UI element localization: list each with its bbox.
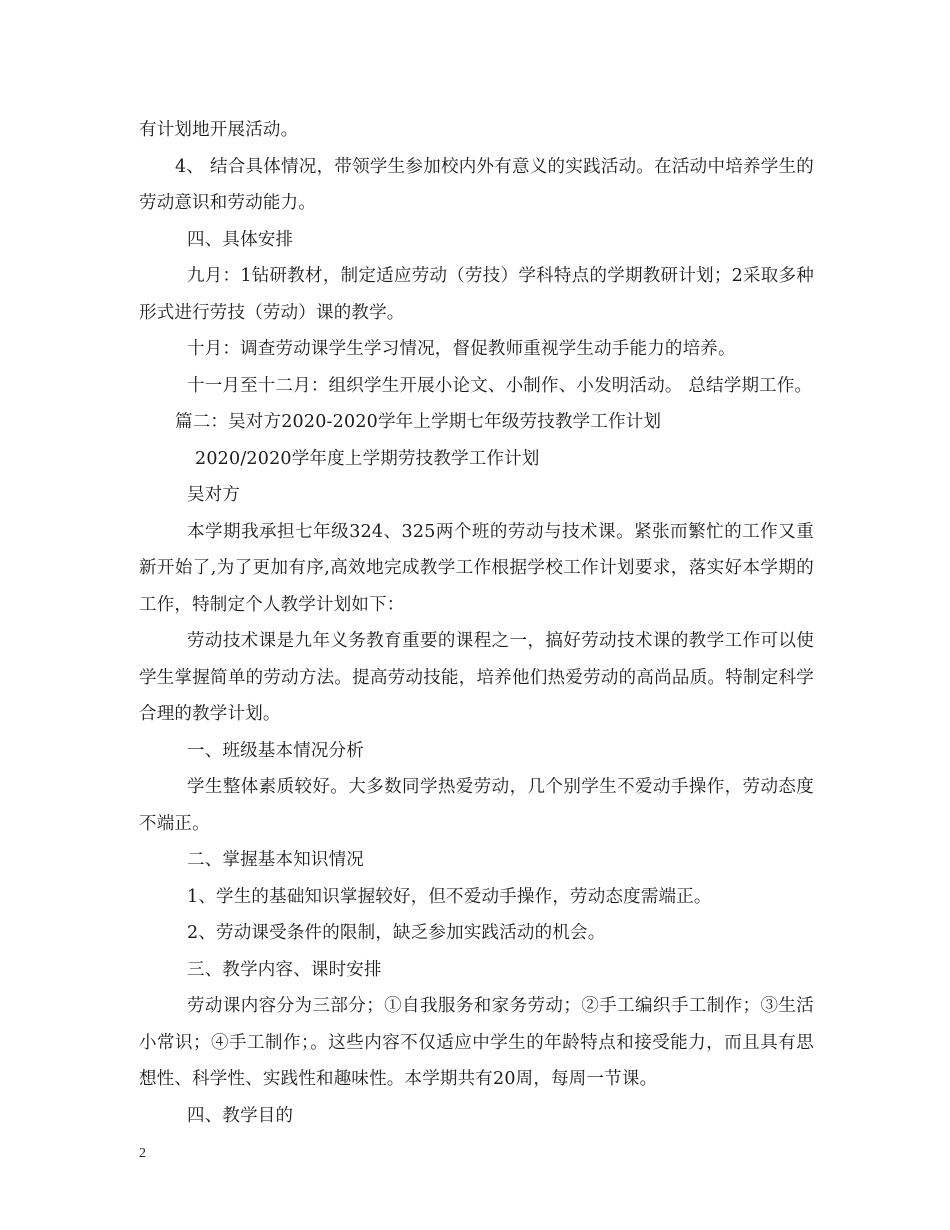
- paragraph-knowledge-2: 2、劳动课受条件的限制，缺乏参加实践活动的机会。: [187, 923, 606, 943]
- article-subtitle: 2020/2020学年度上学期劳技教学工作计划: [195, 448, 540, 469]
- paragraph-october: 十月：调查劳动课学生学习情况，督促教师重视学生动手能力的培养。: [187, 339, 736, 359]
- paragraph-course-importance: 劳动技术课是九年义务教育重要的课程之一，搞好劳动技术课的教学工作可以使学生掌握简单的劳动方法。提高劳动技能，培养他们热爱劳动的高尚品质。特制定科学合理的教学计划。: [139, 631, 814, 724]
- page-number: 2: [139, 1146, 146, 1161]
- author-name: 吴对方: [187, 485, 241, 505]
- paragraph-september: 九月：1钻研教材，制定适应劳动（劳技）学科特点的学期教研计划；2采取多种形式进行劳技（劳动）课的教学。: [139, 266, 814, 323]
- section-heading-arrangement: 四、具体安排: [187, 229, 294, 250]
- document-body: [139, 112, 814, 1134]
- paragraph-intro: 本学期我承担七年级324、325两个班的劳动与技术课。紧张而繁忙的工作又重新开始了,为了更加有序,高效地完成教学工作根据学校工作计划要求，落实好本学期的工作，特制定个人教学计划如下：: [139, 521, 814, 615]
- section-heading-class-analysis: 一、班级基本情况分析: [187, 740, 364, 761]
- paragraph-knowledge-1: 1、学生的基础知识掌握较好，但不爱动手操作，劳动态度需端正。: [187, 886, 712, 907]
- paragraph-2: 4、 结合具体情况，带领学生参加校内外有意义的实践活动。在活动中培养学生的劳动意识和劳动能力。: [139, 156, 814, 213]
- section-heading-content: 三、教学内容、课时安排: [187, 959, 382, 980]
- paragraph-content: 劳动课内容分为三部分；①自我服务和家务劳动；②手工编织手工制作；③生活小常识；④手工制作；。这些内容不仅适应中学生的年龄特点和接受能力，而且具有思想性、科学性、实践性和趣味性。本学期共有20周，每周一节课。: [139, 996, 814, 1089]
- section-heading-knowledge: 二、掌握基本知识情况: [187, 850, 364, 870]
- section-heading-purpose: 四、教学目的: [187, 1105, 294, 1126]
- article-title: 篇二：吴对方2020-2020学年上学期七年级劳技教学工作计划: [175, 412, 662, 432]
- paragraph-class-analysis: 学生整体素质较好。大多数同学热爱劳动，几个别学生不爱动手操作，劳动态度不端正。: [139, 777, 814, 834]
- paragraph-1: 有计划地开展活动。: [139, 120, 299, 140]
- paragraph-nov-dec: 十一月至十二月：组织学生开展小论文、小制作、小发明活动。 总结学期工作。: [187, 375, 813, 396]
